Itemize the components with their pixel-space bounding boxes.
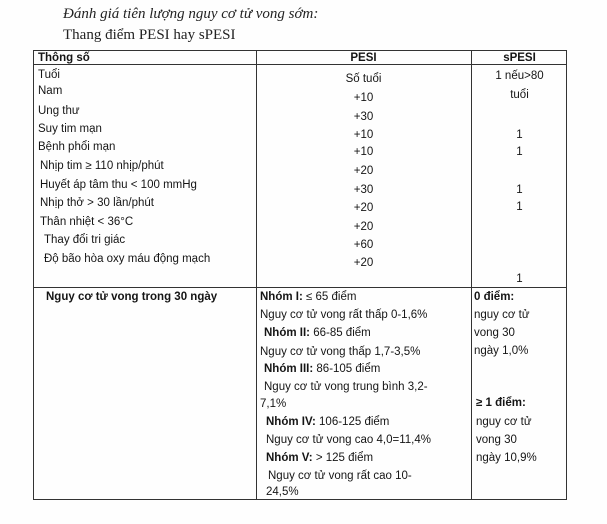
spesi-zero-title: 0 điểm:	[474, 291, 515, 303]
spesi-one-title: ≥ 1 điểm:	[476, 397, 526, 409]
param-cell: Nam	[38, 85, 63, 97]
param-cell: Thay đổi tri giác	[44, 234, 126, 246]
pesi-group-5: Nhóm V: > 125 điểm	[266, 452, 374, 464]
pesi-group-4: Nhóm IV: 106-125 điểm	[266, 416, 390, 428]
spesi-zero-desc: vong 30	[474, 327, 515, 339]
header-pesi: PESI	[350, 52, 377, 64]
pesi-cell: +20	[353, 257, 374, 269]
pesi-group-1: Nhóm I: ≤ 65 điểm	[260, 291, 357, 303]
spesi-cell: tuổi	[510, 89, 529, 101]
param-cell: Huyết áp tâm thu < 100 mmHg	[40, 179, 197, 191]
spesi-cell: 1 nếu>80	[495, 70, 544, 82]
spesi-one-desc: ngày 10,9%	[476, 452, 537, 464]
pesi-cell: Số tuổi	[345, 73, 382, 85]
pesi-cell: +10	[353, 92, 374, 104]
param-cell: Nhịp thở > 30 lần/phút	[40, 197, 154, 209]
spesi-one-desc: nguy cơ tử	[476, 416, 532, 428]
spesi-cell: 1	[516, 201, 523, 213]
param-cell: Nhịp tim ≥ 110 nhịp/phút	[40, 160, 164, 172]
header-param: Thông số	[38, 52, 90, 64]
spesi-cell: 1	[516, 146, 523, 158]
pesi-group-1-desc: Nguy cơ tử vong rất thấp 0-1,6%	[260, 309, 428, 321]
pesi-group-3-desc: 7,1%	[260, 398, 287, 410]
param-cell: Tuổi	[38, 69, 60, 81]
pesi-group-3: Nhóm III: 86-105 điểm	[264, 363, 381, 375]
spesi-cell: 1	[516, 273, 523, 285]
param-cell: Thân nhiệt < 36°C	[40, 216, 134, 228]
pesi-group-5-desc: Nguy cơ tử vong rất cao 10-	[268, 470, 412, 482]
spesi-zero-desc: nguy cơ tử	[474, 309, 530, 321]
pesi-cell: +30	[353, 184, 374, 196]
pesi-cell: +20	[353, 221, 374, 233]
param-cell: Suy tim mạn	[38, 123, 102, 135]
pesi-cell: +10	[353, 129, 374, 141]
param-cell: Ung thư	[38, 105, 80, 117]
pesi-group-3-desc: Nguy cơ tử vong trung bình 3,2-	[264, 381, 428, 393]
pesi-group-4-desc: Nguy cơ tử vong cao 4,0=11,4%	[266, 434, 431, 446]
pesi-group-5-desc: 24,5%	[266, 486, 299, 498]
spesi-zero-desc: ngày 1,0%	[474, 345, 529, 357]
pesi-group-2-desc: Nguy cơ tử vong thấp 1,7-3,5%	[260, 346, 421, 358]
spesi-cell: 1	[516, 184, 523, 196]
spesi-one-desc: vong 30	[476, 434, 517, 446]
pesi-cell: +60	[353, 239, 374, 251]
spesi-cell: 1	[516, 129, 523, 141]
pesi-group-2: Nhóm II: 66-85 điểm	[264, 327, 371, 339]
pesi-cell: +30	[353, 111, 374, 123]
pesi-table	[33, 50, 567, 500]
risk-label: Nguy cơ tử vong trong 30 ngày	[46, 291, 218, 303]
param-cell: Độ bão hòa oxy máu động mạch	[44, 253, 211, 265]
section-divider	[34, 287, 566, 288]
pesi-cell: +20	[353, 165, 374, 177]
param-cell: Bệnh phổi mạn	[38, 141, 116, 153]
section-heading: Đánh giá tiên lượng nguy cơ tử vong sớm:	[63, 6, 319, 22]
pesi-cell: +10	[353, 146, 374, 158]
table-title: Thang điểm PESI hay sPESI	[63, 27, 236, 43]
header-spesi: sPESI	[503, 52, 536, 64]
pesi-cell: +20	[353, 202, 374, 214]
